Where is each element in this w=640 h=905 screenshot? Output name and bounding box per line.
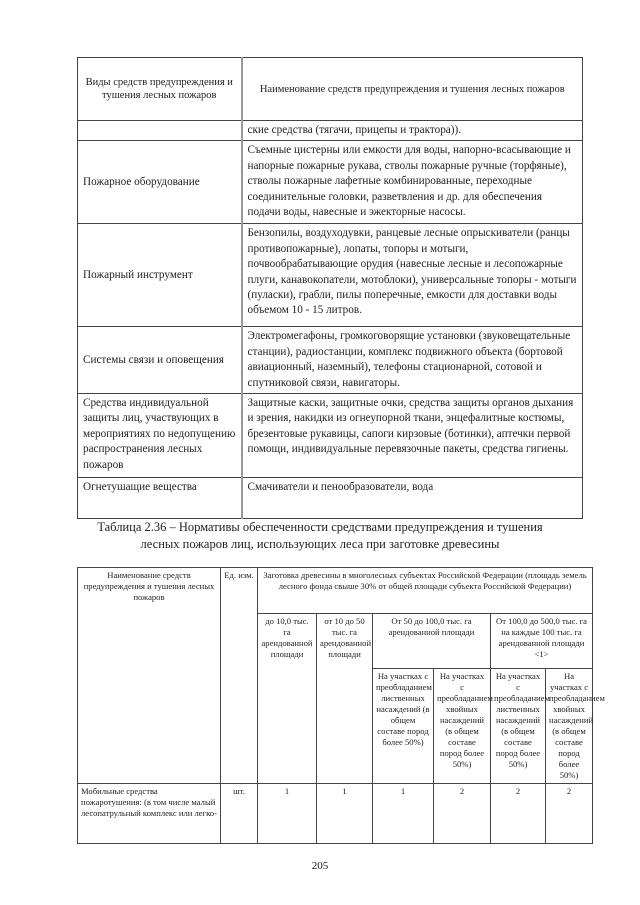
row-items: Смачиватели и пенообразователи, вода [242,478,583,519]
row-value: 2 [546,784,593,844]
row-items: Защитные каски, защитные очки, средства защиты органов дыхания и зрения, накидки из огнеупорной ткани, энцефалитные костюмы, брезентовые рукавицы, сапоги кирзовые (ботинки), аптечки первой помощи, индивидуальные перевязочные пакеты, средства гигиены. [242,394,583,478]
header-sub-coniferous: На участках с преобладанием хвойных насаждений (в общем составе пород более 50%) [434,669,491,784]
table-row [78,394,583,478]
row-items: Электромегафоны, громкоговорящие установки (звуковещательные станции), радиостанции, комплекс подвижного объекта (бортовой авиационный, наземный), телефоны стационарной, сотовой и спутниковой связи, навигаторы. [242,327,583,394]
row-value: 2 [434,784,491,844]
page-number: 205 [311,860,329,872]
row-unit: шт. [221,784,258,844]
table-row [78,327,583,394]
header-col-2: от 10 до 50 тыс. га арендованной площади [317,614,373,784]
row-type [78,121,242,141]
row-type: Пожарный инструмент [78,224,242,327]
row-items: Съемные цистерны или емкости для воды, напорно-всасывающие и напорные пожарные рукава, стволы пожарные ручные (торфяные), стволы пожарные лафетные комбинированные, переходные соединительные головки, разветвления и др. для обеспечения подачи воды, навесные и эжекторные насосы. [242,141,583,224]
header-sub-coniferous: На участках с преобладанием хвойных насаждений (в общем составе пород более 50%) [546,669,593,784]
row-value: 1 [258,784,317,844]
header-unit: Ед. изм. [221,568,258,784]
header-col-1: до 10,0 тыс. га арендованной площади [258,614,317,784]
table-row [78,121,583,141]
table-row [78,224,583,327]
row-items: ские средства (тягачи, прицепы и трактора)). [242,121,583,141]
table-header-row [78,568,593,614]
row-value: 1 [373,784,434,844]
caption-line-2: лесных пожаров лиц, использующих леса при заготовке древесины [140,537,500,551]
row-name: Мобильные средства пожаротушения: (в том числе малый лесопатрульный комплекс или легко- [78,784,221,844]
table-caption [0,519,640,553]
header-group: Заготовка древесины в многолесных субъектах Российской Федерации (площадь земель лесного фонда свыше 30% от общей площади субъекта Российской Федерации) [258,568,593,614]
equipment-norms-table [77,567,605,844]
header-sub-deciduous: На участках с преобладанием лиственных насаждений (в общем составе пород более 50%) [491,669,546,784]
header-types: Виды средств предупреждения и тушения лесных пожаров [78,58,242,121]
row-type: Пожарное оборудование [78,141,242,224]
row-type: Системы связи и оповещения [78,327,242,394]
table-header-row [78,58,583,121]
caption-line-1: Таблица 2.36 – Нормативы обеспеченности средствами предупреждения и тушения [97,520,543,534]
table-row [78,784,593,844]
row-value: 1 [317,784,373,844]
header-name: Наименование средств предупреждения и тушения лесных пожаров [78,568,221,784]
header-col-3: От 50 до 100,0 тыс. га арендованной площади [373,614,491,669]
row-type: Огнетушащие вещества [78,478,242,519]
fire-equipment-types-table [77,57,583,519]
row-items: Бензопилы, воздуходувки, ранцевые лесные опрыскиватели (ранцы противопожарные), лопаты, топоры и мотыги, почвообрабатывающие орудия (навесные лесные и лесопожарные плуги, канавокопатели, мотоблоки), универсальные топоры - мотыги (пуласки), грабли, пилы поперечные, емкости для доставки воды объемом 10 - 15 литров. [242,224,583,327]
row-type: Средства индивидуальной защиты лиц, участвующих в мероприятиях по недопущению распространения лесных пожаров [78,394,242,478]
table-row [78,478,583,519]
table-row [78,141,583,224]
header-col-4: От 100,0 до 500,0 тыс. га на каждые 100 тыс. га арендованной площади <1> [491,614,593,669]
header-sub-deciduous: На участках с преобладанием лиственных насаждений (в общем составе пород более 50%) [373,669,434,784]
row-value: 2 [491,784,546,844]
header-items: Наименование средств предупреждения и тушения лесных пожаров [242,58,583,121]
